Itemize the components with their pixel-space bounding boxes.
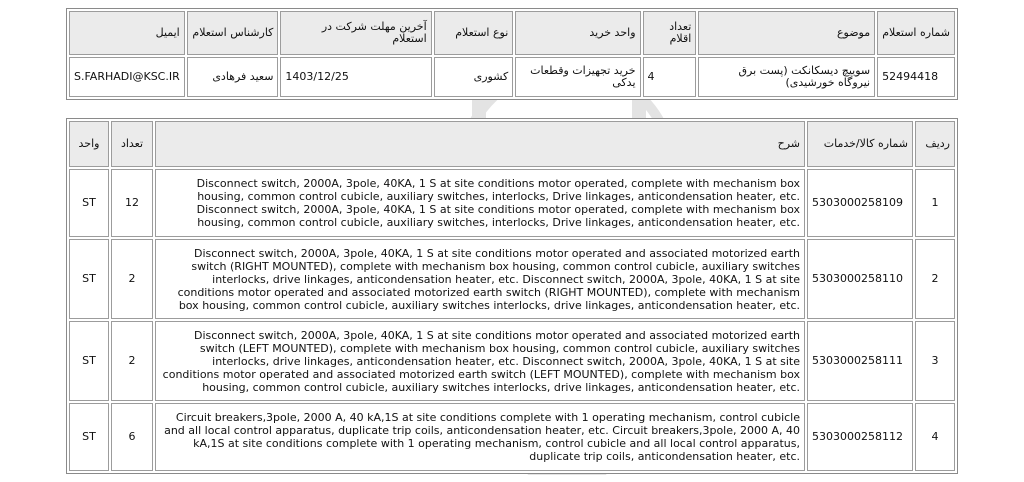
deadline: 1403/12/25 (280, 57, 431, 97)
item-quantity: 2 (111, 239, 153, 319)
header-unit: واحد (69, 121, 109, 167)
header-subject: موضوع (698, 11, 875, 55)
expert-name: سعید فرهادی (187, 57, 279, 97)
inquiry-subject: سوییچ دیسکانکت (پست برق نیروگاه خورشیدی) (698, 57, 875, 97)
items-header-row (69, 121, 955, 167)
purchase-unit: خرید تجهیزات وقطعات یدکی (515, 57, 640, 97)
row-number: 1 (915, 169, 955, 237)
summary-data-row (69, 57, 955, 97)
item-code: 5303000258112 (807, 403, 913, 471)
row-number: 3 (915, 321, 955, 401)
inquiry-type: کشوری (434, 57, 514, 97)
header-deadline: آخرین مهلت شرکت در استعلام (280, 11, 431, 55)
item-unit: ST (69, 239, 109, 319)
summary-header-row (69, 11, 955, 55)
row-number: 4 (915, 403, 955, 471)
table-row (69, 403, 955, 471)
table-row (69, 239, 955, 319)
item-code: 5303000258109 (807, 169, 913, 237)
item-description: Disconnect switch, 2000A, 3pole, 40KA, 1 S at site conditions motor operated, complete with mechanism box housing, common control cubicle, auxiliary switches, interlocks, Drive linkages, anticondensation heater, etc. Disconnect switch, 2000A, 3pole, 40KA, 1 S at site conditions motor operated, complete with mechanism box housing, common control cubicle, auxiliary switches, interlocks, Drive linkages, anticondensation heater, etc. (155, 169, 805, 237)
row-number: 2 (915, 239, 955, 319)
header-email: ایمیل (69, 11, 185, 55)
header-quantity: تعداد (111, 121, 153, 167)
header-inquiry-number: شماره استعلام (877, 11, 955, 55)
item-quantity: 2 (111, 321, 153, 401)
item-description: Disconnect switch, 2000A, 3pole, 40KA, 1 S at site conditions motor operated and associated motorized earth switch (LEFT MOUNTED), complete with mechanism box housing, common control cubicle, auxiliary switches interlocks, drive linkages, anticondensation heater, etc. Disconnect switch, 2000A, 3pole, 40KA, 1 S at site conditions motor operated and associated motorized earth switch (LEFT MOUNTED), complete with mechanism box housing, common control cubicle, auxiliary switches interlocks, drive linkages, anticondensation heater, etc. (155, 321, 805, 401)
inquiry-number: 52494418 (877, 57, 955, 97)
item-unit: ST (69, 169, 109, 237)
item-code: 5303000258110 (807, 239, 913, 319)
item-quantity: 6 (111, 403, 153, 471)
header-row-number: ردیف (915, 121, 955, 167)
item-description: Circuit breakers,3pole, 2000 A, 40 kA,1S at site conditions complete with 1 operating mechanism, control cubicle and all local control apparatus, duplicate trip coils, anticondensation heater, etc. Circuit breakers,3pole, 2000 A, 40 kA,1S at site conditions complete with 1 operating mechanism, control cubicle and all local control apparatus, duplicate trip coils, anticondensation heater, etc. (155, 403, 805, 471)
item-description: Disconnect switch, 2000A, 3pole, 40KA, 1 S at site conditions motor operated and associated motorized earth switch (RIGHT MOUNTED), complete with mechanism box housing, common control cubicle, auxiliary switches interlocks, drive linkages, anticondensation heater, etc. Disconnect switch, 2000A, 3pole, 40KA, 1 S at site conditions motor operated and associated motorized earth switch (RIGHT MOUNTED), complete with mechanism box housing, common control cubicle, auxiliary switches interlocks, drive linkages, anticondensation heater, etc. (155, 239, 805, 319)
item-quantity: 12 (111, 169, 153, 237)
items-table (66, 118, 958, 474)
expert-email: S.FARHADI@KSC.IR (69, 57, 185, 97)
item-unit: ST (69, 321, 109, 401)
table-row (69, 169, 955, 237)
header-description: شرح (155, 121, 805, 167)
item-count: 4 (643, 57, 697, 97)
header-inquiry-type: نوع استعلام (434, 11, 514, 55)
inquiry-summary-table (66, 8, 958, 100)
item-code: 5303000258111 (807, 321, 913, 401)
header-purchase-unit: واحد خرید (515, 11, 640, 55)
header-item-code: شماره کالا/خدمات (807, 121, 913, 167)
table-row (69, 321, 955, 401)
header-expert: کارشناس استعلام (187, 11, 279, 55)
item-unit: ST (69, 403, 109, 471)
header-item-count: تعداد اقلام (643, 11, 697, 55)
